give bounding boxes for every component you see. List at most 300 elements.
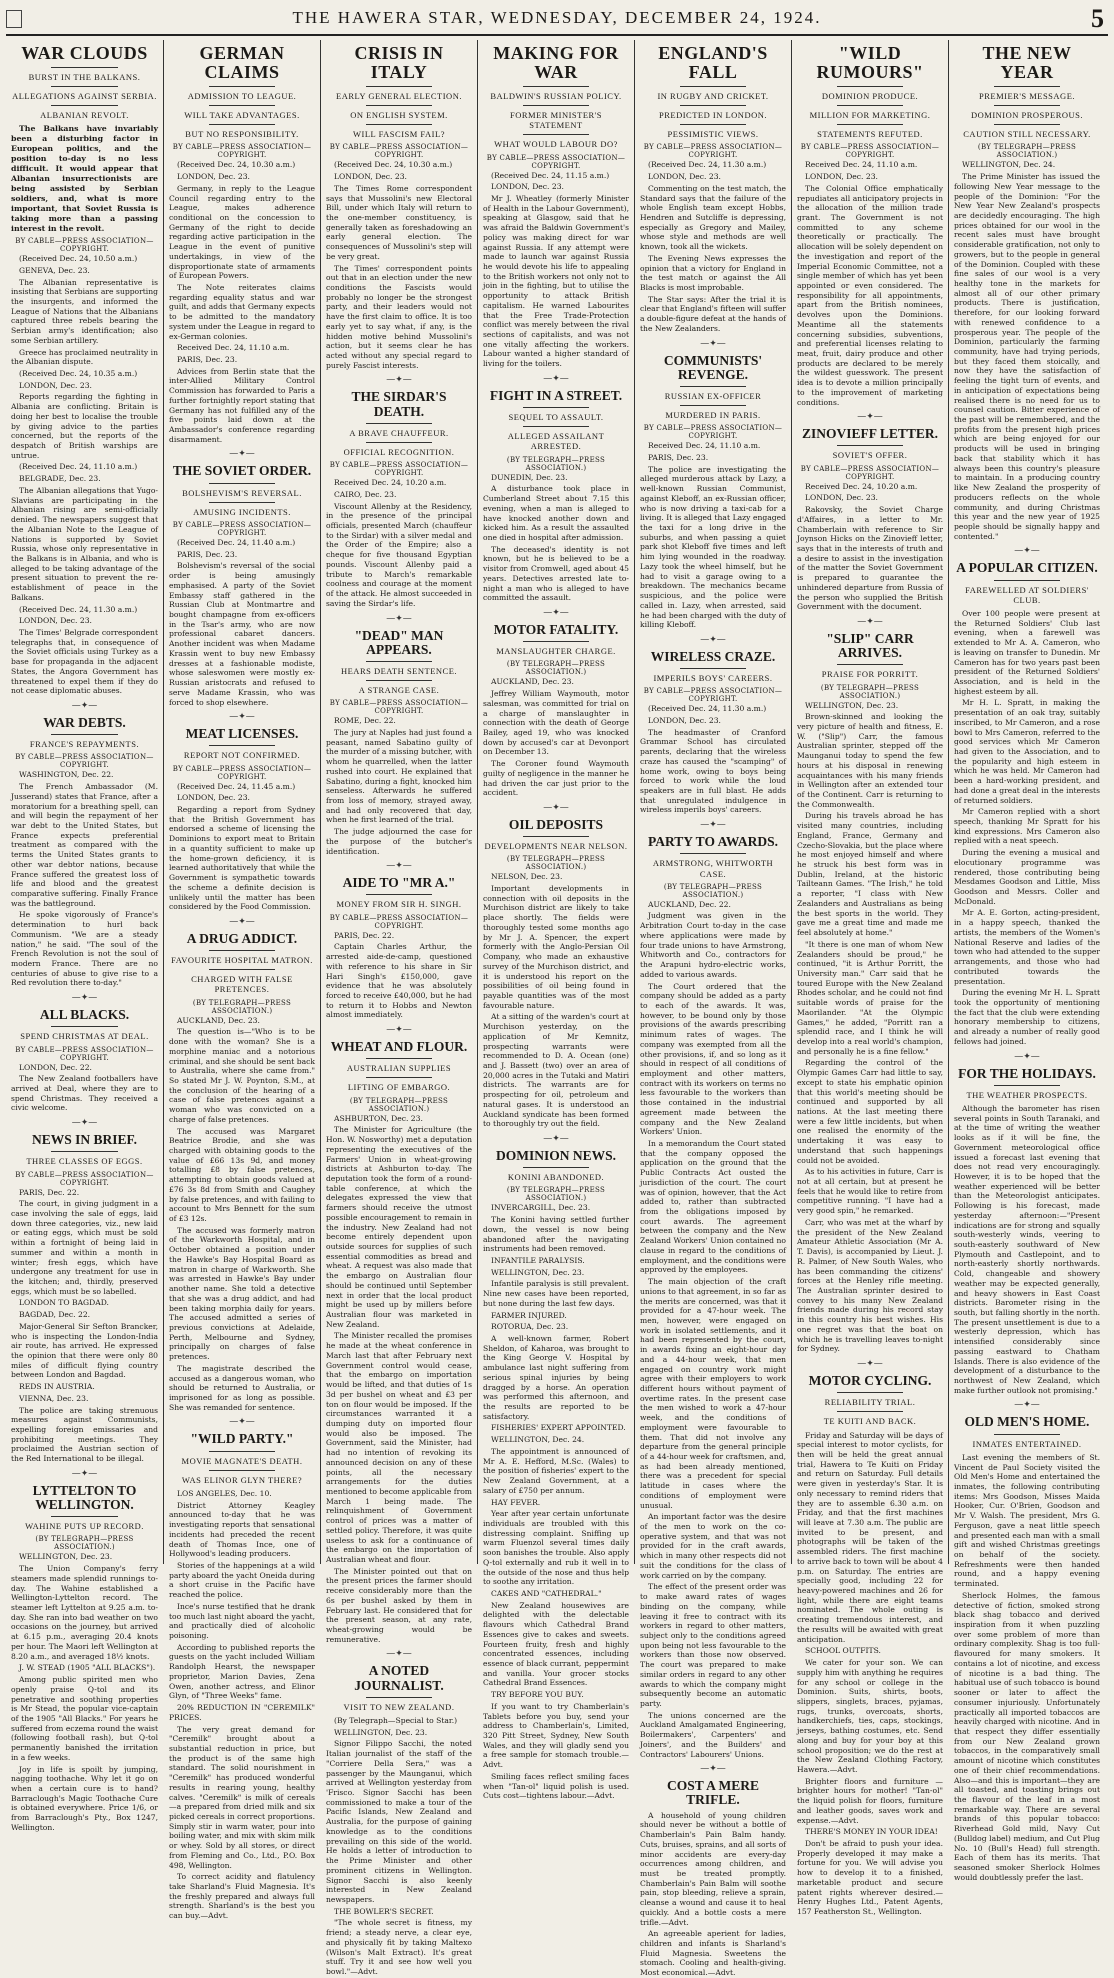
paragraph: LONDON, Dec. 23. [805, 172, 878, 182]
deck-rule [523, 407, 589, 408]
separator-ornament-icon: —✦— [543, 607, 569, 618]
subheadline: LIFTING OF EMBARGO. [347, 1082, 451, 1093]
article-body [326, 478, 472, 608]
paragraph: Signor Filippo Sacchi, the noted Italian journalist of the staff of the "Corriere Della Sera," was a passenger by the Maunganui, which arrived at Wellington yesterday from 'Frisco. Signor Sacchi has been commissioned to make a tour of the Pacific Islands, New Zealand and Australia, for the purpose of gaining knowledge as to the conditions prevailing on this side of the world. He holds a letter of introduction to the Prime Minister and other prominent citizens in Wellington. Signor Sacchi is also keenly interested in New Zealand newspapers. [326, 1739, 472, 1904]
article-body [797, 701, 943, 1354]
paragraph: (Received Dec. 24, 11.10 a.m.) [19, 462, 138, 472]
paragraph: LONDON, Dec. 23. [177, 172, 250, 182]
article-body [483, 1203, 629, 1801]
paragraph: NELSON, Dec. 23. [491, 872, 563, 882]
article-body [326, 1716, 472, 1977]
deck-rule [837, 124, 903, 125]
subheadline: SPEND CHRISTMAS AT DEAL. [20, 1031, 149, 1042]
subheadline: SEQUEL TO ASSAULT. [508, 412, 604, 423]
paragraph: Received Dec. 24, 11.10 a.m. [648, 441, 761, 451]
paragraph: The main objection of the craft unions to that agreement, in so far as the merits are concerned, was that it provided for a 47-hour week. The men, however, were engaged on work in isolated settlements, and it had been represented by the court, in awards fixing an eight-hour day and a 44-hour week, that men engaged on country work might agree with their employers to work different hours without payment of overtime rates. In the present case the men wished to work a 47-hour week, and the conditions of employment were favourable to them. That did not involve any departure from the general principle of a 44-hour week for craftsmen, and, as had been already mentioned, there was a precedent for special latitude in cases where the conditions of employment were unusual. [640, 1277, 786, 1510]
subheadline: WAHINE PUTS UP RECORD. [25, 1521, 144, 1532]
paragraph: PARIS, Dec. 23. [648, 453, 709, 462]
article [954, 1053, 1100, 1396]
paragraph: AUCKLAND, Dec. 23. [491, 677, 574, 687]
article [640, 44, 786, 334]
paragraph: (Received Dec. 24, 11.45 a.m.) [177, 781, 296, 791]
dateline: (BY TELEGRAPH—PRESS ASSOCIATION.) [506, 855, 606, 872]
paragraph: We cater for your son. We can supply him with anything he requires for any school or college in the Dominion. Suits, shirts, boots, slippers, singlets, braces, pyjamas, rugs, trunks, overcoats, shorts, handkerchiefs, ties, caps, stockings, jerseys, bathing costumes, etc. Send along and buy for your boy at this school proposition; we do the rest at the New Zealand Clothing Factory, Hawera.—Advt. [797, 1658, 943, 1774]
subheadline: ON ENGLISH SYSTEM. [350, 109, 448, 120]
paragraph: (By Telegraph—Special to Star.) [334, 1716, 458, 1725]
paragraph: According to published reports the guests on the yacht included William Randolph Hearst, the newspaper proprietor, Marion Davies, Zena Owen, another actress, and Elinor Glyn, of "Three Weeks" fame. [169, 1642, 315, 1701]
column-4 [477, 40, 634, 1801]
article [326, 862, 472, 1020]
paragraph: A well-known farmer, Robert Sheldon, of Kaharoa, was brought to the King George V. Hospital by ambulance last night suffering from serious spinal injuries by being dragged by a horse. An operation was performed this afternoon, and the results are reported to be satisfactory. [483, 1334, 629, 1421]
article-body [797, 482, 943, 612]
headline: "SLIP" CARR ARRIVES. [826, 631, 914, 661]
paragraph: LONDON, Dec. 22. [19, 1062, 92, 1072]
paragraph: (Received Dec. 24, 11.40 a.m.) [177, 538, 296, 548]
paragraph: An important factor was the desire of the men to work on the co-operative system, and that was not provided for in the craft awards, which in many other respects did not suit the conditions for the class of work carried on by the company. [640, 1512, 786, 1580]
article-body [797, 1431, 943, 1917]
masthead [6, 4, 1108, 36]
headline: MEAT LICENSES. [185, 726, 299, 742]
headline: MAKING FOR WAR [493, 43, 619, 82]
paragraph: INFANTILE PARALYSIS. [491, 1255, 585, 1265]
paragraph: To correct acidity and flatulency take Sharland's Fluid Magnesia. It's the freshly prepared and always full strength. Sharland's is the best you can buy.—Advt. [169, 1872, 315, 1921]
column-7 [948, 40, 1105, 1882]
article-body [326, 716, 472, 856]
article [640, 340, 786, 630]
paragraph: The question is—"Who is to be done with the woman? She is a morphine maniac and a notorious criminal, and she should be sent back to Australia, where she came from." So stated Mr J. W. Poynton, S.M., at the conclusion of the hearing of a case of false pretences against a woman who was convicted on a charge of false pretences. [169, 1027, 315, 1124]
paragraph: TRY BEFORE YOU BUY. [491, 1690, 584, 1700]
article [797, 44, 943, 407]
paragraph: LOS ANGELES, Dec. 10. [177, 1488, 272, 1498]
newspaper-columns [6, 40, 1108, 1978]
dateline: BY CABLE—PRESS ASSOCIATION—COPYRIGHT. [15, 1045, 154, 1062]
paragraph: WELLINGTON, Dec. 23. [805, 700, 899, 710]
subheadline: DOMINION PRODUCE. [821, 90, 919, 101]
page-number: 5 [1091, 4, 1104, 33]
separator-ornament-icon: —✦— [543, 373, 569, 384]
paragraph: The effect of the present order was to make award rates of wages binding on the company, while leaving it free to contract with its workers in regard to other matters, subject only to the conditions agreed upon being not less favourable to the workers than those now observed. The court was prepared to make similar orders in regard to any other awards to which the company might subsequently become an automatic party. [640, 1582, 786, 1708]
paragraph: He spoke vigorously of France's determination to hurl back Communism. "We are a steady nation," he said. "The soul of the French Revolution is not the soul of modern France. There are no centuries of abuse to give rise to a Red revolution there to-day." [11, 910, 158, 988]
deck-rule [837, 1411, 903, 1412]
deck-rule [51, 86, 117, 87]
deck-rule [366, 1077, 432, 1078]
subheadline: FRANCE'S REPAYMENTS. [29, 739, 140, 750]
paragraph: Viscount Allenby at the Residency, in the presence of the principal officials, presented March (chauffeur to the Sirdar) with a silver medal and the Order of the Empire; also a cheque for five thousand Egyptian pounds. Viscount Allenby paid a tribute to March's remarkable coolness and courage at the moment of the attack. He almost succeeded in saving the Sirdar's life. [326, 501, 472, 608]
paragraph: (Received Dec. 24, 10.35 a.m.) [19, 369, 138, 379]
subheadline: ALLEGATIONS AGAINST SERBIA. [12, 91, 157, 102]
dateline: BY CABLE—PRESS ASSOCIATION—COPYRIGHT. [172, 143, 312, 160]
subheadline: MANSLAUGHTER CHARGE. [496, 646, 616, 657]
deck-rule [994, 105, 1060, 106]
deck-rule [51, 67, 117, 68]
headline: DOMINION NEWS. [495, 1148, 616, 1164]
deck-rule [366, 680, 432, 681]
paragraph: Although the barometer has risen several points in South Taranaki, and at the time of writing the weather looks as if it will be fine, the Government meteorological office issued a forecast last evening that does not read very encouragingly. However, it is to be hoped that the weather experienced will be better than the Meteorologist anticipates. Following is his forecast, made yesterday afternoon:—"Present indications are for strong and squally south-westerly winds, veering to south-easterly southward of New Plymouth and Castlepoint, and to north-easterly shortly northwards. Cold, changeable and showery weather may be expected generally, and heavy showers in East Coast districts. Barometer rising in the south, but falling shortly in the north. The present unsettlement is due to a westerly depression, which has intensified considerably since passing eastward to Chatham Islands. There is also evidence of the development of a disturbance to the northwest of New Zealand, which make further outlook not promising." [954, 1103, 1100, 1395]
paragraph: (Received Dec. 24, 11.30 a.m.) [648, 704, 767, 714]
paragraph: An agreeable aperient for ladies, children and infants is Sharland's Fluid Magnesia. Sweetens the stomach. Cooling and health-giving. Most economical.—Advt. [640, 1929, 786, 1978]
dateline: (BY TELEGRAPH—PRESS ASSOCIATION.) [35, 1535, 134, 1552]
deck-rule [994, 124, 1060, 125]
paragraph: INVERCARGILL, Dec. 23. [491, 1203, 591, 1213]
paragraph: The appointment is announced of Mr A. E. Hefford, M.Sc. (Wales) to the position of fisheries' expert to the New Zealand Government, at a salary of £750 per annum. [483, 1446, 629, 1495]
separator-ornament-icon: —✦— [71, 701, 98, 712]
subheadline: IN RUGBY AND CRICKET. [657, 90, 769, 101]
article [169, 44, 315, 444]
subheadline: HEARS DEATH SENTENCE. [340, 665, 458, 676]
paragraph: Mr H. L. Spratt, in making the presentation of an oak tray, suitably inscribed, to Mr Cameron, and a rose bowl to Mrs Cameron, referred to the good services which Mr Cameron had given to the Association, and to the popularity and high esteem in which he was held. Mr Cameron had been a hard-working president, and had done a great deal in the interests of returned soldiers. [954, 698, 1100, 805]
headline: "DEAD" MAN APPEARS. [354, 627, 444, 657]
dateline: (BY TELEGRAPH—PRESS ASSOCIATION.) [349, 1096, 449, 1113]
paragraph: The court, in giving judgment in a case involving the sale of eggs, laid down three categories, viz., new laid or eating eggs, which must be sold within a fortnight of being laid in summer and within a month in winter; fresh eggs, which have undergone any treatment for use in the kitchen; and, thirdly, preserved eggs, which must be so labelled. [11, 1199, 158, 1296]
deck-rule [366, 124, 432, 125]
paragraph: A household of young children should never be without a bottle of Chamberlain's Pain Balm handy. Cuts, bruises, sprains, and all sorts of minor accidents are every-day occurrences among children, and must be treated promptly. Chamberlain's Pain Balm will soothe pain, stop bleeding, relieve a sprain, cleanse a wound and cause it to heal quickly. And a bottle costs a mere trifle.—Advt. [640, 1810, 786, 1927]
separator-ornament-icon: —✦— [71, 993, 98, 1004]
paragraph: Received Dec. 24, 10.20 a.m. [334, 478, 447, 488]
paragraph: GENEVA, Dec. 23. [19, 265, 90, 275]
subheadline: CHARGED WITH FALSE PRETENCES. [191, 974, 293, 995]
paragraph: Infantile paralysis is still prevalent. Nine new cases have been reported, but none during the last few days. [483, 1279, 629, 1308]
paragraph: The Star says: After the trial it is clear that England's fifteen will suffer a double-figure defeat at the hands of the New Zealanders. [640, 294, 786, 333]
article-body [11, 254, 158, 696]
headline: FIGHT IN A STREET. [489, 387, 623, 403]
deck-rule [523, 1167, 589, 1168]
deck-rule [51, 734, 117, 735]
headline: A POPULAR CITIZEN. [956, 560, 1098, 576]
headline: ENGLAND'S FALL [658, 43, 768, 82]
deck-rule [994, 1085, 1060, 1086]
deck-rule [680, 668, 746, 669]
dateline: (BY TELEGRAPH—PRESS ASSOCIATION.) [663, 882, 763, 899]
dateline: BY CABLE—PRESS ASSOCIATION—COPYRIGHT. [643, 424, 783, 441]
subheadline: THREE CLASSES OF EGGS. [26, 1156, 143, 1167]
paragraph: The New Zealand footballers have arrived at Deal, where they are to spend Christmas. They received a civic welcome. [11, 1074, 158, 1113]
deck-rule [209, 502, 275, 503]
paragraph: Last evening the members of St. Vincent de Paul Society visited the Old Men's Home and entertained the inmates, the following contributing items: Mrs Goodson, Misses Maida Hooker, Cur. O'Brien, Goodson and Mr V. Walsh. The president, Mrs G. Ferguson, gave a neat little speech and presented each man with a small gift and wished Christmas greetings on behalf of the society. Refreshments were then handed round, and a happy evening terminated. [954, 1452, 1100, 1589]
deck-rule [366, 442, 432, 443]
paragraph: ASHBURTON, Dec. 23. [334, 1113, 423, 1123]
paragraph: BELGRADE, Dec. 23. [19, 474, 101, 484]
deck-rule [994, 1434, 1060, 1435]
article [483, 44, 629, 369]
subheadline: INMATES ENTERTAINED. [972, 1438, 1082, 1449]
dateline: (BY TELEGRAPH—PRESS ASSOCIATION.) [506, 660, 606, 677]
subheadline: FORMER MINISTER'S STATEMENT [510, 109, 602, 131]
deck-rule [680, 405, 746, 406]
subheadline: ALBANIAN REVOLT. [40, 110, 129, 121]
article [11, 1119, 158, 1464]
paragraph: The Albanian representative is insisting that Serbians are supporting the insurgents, and informed the League of Nations that the Albanians captured three rebels bearing the Serbian army's identification; also some Serbian artillery. [11, 277, 158, 345]
subheadline: WILL FASCISM FAIL? [353, 129, 445, 140]
article [954, 1401, 1100, 1882]
article-body [169, 160, 315, 444]
article [483, 1135, 629, 1801]
paragraph: The headmaster of Cranford Grammar School has circulated parents, declaring that the wireless craze has caused the "scamping" of home work, owing to boys being forced to work while the loud speakers are in full blast. He adds that unregulated indulgence in wireless imperils boys' careers. [640, 727, 786, 815]
paragraph: LONDON, Dec. 23. [648, 172, 721, 182]
separator-ornament-icon: —✦— [857, 412, 883, 423]
dateline: BY CABLE—PRESS ASSOCIATION—COPYRIGHT. [486, 153, 626, 170]
separator-ornament-icon: —✦— [700, 338, 726, 349]
paragraph: The deceased's identity is not known, but he is believed to be a visitor from Cromwell, aged about 45 years. Detectives arrested late to-night a man who is alleged to have committed the assault. [483, 544, 629, 603]
article [11, 44, 158, 696]
separator-ornament-icon: —✦— [229, 449, 255, 460]
paragraph: THE BOWLER'S SECRET. [334, 1906, 434, 1916]
paragraph: The French Ambassador (M. Jusserand) states that France, after a moratorium for a breathing spell, can and will begin the repayment of her war debt to the United States, but France expects preferential treatment as compared with the terms the United States grants to other war debtor nations, because France suffered the greatest loss of life and blood and the greatest comparative suffering. Finally France was the battleground. [11, 782, 158, 908]
paragraph: The police are taking strenuous measures against Communists, expelling foreign emissaries and prohibiting meetings. They proclaimed the Austrian section of the Red International to be illegal. [11, 1405, 158, 1464]
paragraph: BAGDAD, Dec. 22. [19, 1310, 91, 1320]
article-body [11, 1063, 158, 1114]
dateline: BY CABLE—PRESS ASSOCIATION—COPYRIGHT. [800, 143, 940, 160]
subheadline: OFFICIAL RECOGNITION. [343, 446, 455, 457]
subheadline: BOLSHEVISM'S REVERSAL. [182, 487, 302, 498]
headline: ZINOVIEFF LETTER. [801, 426, 939, 442]
deck-rule [366, 105, 432, 106]
headline: COMMUNISTS' REVENGE. [663, 352, 763, 382]
dateline: BY CABLE—PRESS ASSOCIATION—COPYRIGHT. [172, 764, 312, 781]
separator-ornament-icon: —✦— [71, 1468, 98, 1479]
article [326, 44, 472, 370]
article [483, 375, 629, 603]
subheadline: SOVIET'S OFFER. [832, 450, 908, 461]
paragraph: The accused was Margaret Beatrice Brodie, and she was charged with obtaining goods to the value of £66 13s 9d, and money totalling £8 by false pretences, attempting to obtain goods valued at £76 3s 8d from Smith and Caughey by false pretences, and with failing to account to Mrs Bennett for the sum of £3 12s. [169, 1126, 315, 1224]
subheadline: PREDICTED IN LONDON. [659, 109, 767, 120]
separator-ornament-icon: —✦— [543, 1134, 569, 1145]
article [640, 1765, 786, 1978]
paragraph: During his travels abroad he has visited many countries, including England, France, Germany and Czecho-Slovakia, but the place where he most enjoyed himself and where he struck his best form was in Dublin, Ireland, at the historic Tailteann Games. "The Irish," he told a reporter, "I class with New Zealanders and Australians as being the best sports in the world. They gave me a great time and made me feel absolutely at home." [797, 811, 943, 938]
paragraph: Regarding a report from Sydney that the British Government has endorsed a scheme of licensing the Dominions to export meat to Britain in a quantity sufficient to make up the home-grown deficiency, it is learned authoritatively that while the Government is sympathetic towards the scheme a definite decision is unlikely until the matter has been considered by the Food Commission. [169, 805, 315, 912]
subheadline: PESSIMISTIC VIEWS. [667, 129, 759, 140]
headline: THE SIRDAR'S DEATH. [351, 389, 447, 419]
paragraph: LONDON, Dec. 23. [177, 793, 250, 803]
subheadline: KONINI ABANDONED. [507, 1172, 605, 1183]
paragraph: LONDON, Dec. 23. [19, 616, 92, 626]
paragraph: Carr, who was met at the wharf by the president of the New Zealand Amateur Athletic Association (Mr A. T. Davis), is accompanied by Lieut. J. R. Palmer, of New South Wales, who has been commanding the citizens' forces at the Henley rifle meeting. The Australian sprinter desired to convey to his many New Zealand friends made during his record stay in this country his best wishes. His one regret was that the boat on which he is travelling leaves to-night for Sydney. [797, 1217, 943, 1354]
paragraph: The accused was formerly matron of the Warkworth Hospital, and in October obtained a position under the Hawke's Bay Hospital Board as matron in charge of Warkworth. She was arrested in Hawke's Bay under another name. She told a detective that she was a drug addict, and had been taking morphia daily for years. The accused admitted a series of previous convictions at Adelaide, Perth, Melbourne and Sydney, principally on charges of false pretences. [169, 1225, 315, 1362]
article-body [483, 473, 629, 603]
separator-ornament-icon: —✦— [229, 1417, 255, 1428]
separator-ornament-icon: —✦— [1014, 1051, 1040, 1062]
headline: WHEAT AND FLOUR. [330, 1039, 468, 1055]
paragraph: The Colonial Office emphatically repudiates all anticipatory projects in the allocation of the million trade grant. The Government is not committed to any scheme theoretically or practically. The allocation will be solely dependent on the investigation and report of the Imperial Economic Committee, not a single member of which has yet been appointed or even considered. The responsibility for all appointments, apart from the British nominees, devolves upon the Dominions. Meantime all the statements concerning subsidies, subventions, and preferential licenses relating to meat, fruit, dairy produce and other products are declared to be merely the wildest guesswork. The present idea is to devote a million principally to the improvement of marketing conditions. [797, 183, 943, 407]
subheadline: ALLEGED ASSAILANT ARRESTED. [507, 431, 605, 452]
paragraph: Stories of the happenings at a wild party aboard the yacht Oneida during a short cruise in the Pacific have reached the police. [169, 1561, 315, 1600]
paragraph: LONDON, Dec. 23. [491, 182, 564, 192]
masthead-title: THE HAWERA STAR, WEDNESDAY, DECEMBER 24, 1924. [292, 8, 822, 27]
subheadline: DEVELOPMENTS NEAR NELSON. [484, 841, 628, 852]
deck-rule [680, 386, 746, 387]
article-body [326, 1114, 472, 1645]
subheadline: THE WEATHER PROSPECTS. [966, 1089, 1088, 1100]
subheadline: BALDWIN'S RUSSIAN POLICY. [490, 90, 622, 101]
paragraph: (Received Dec. 24, 11.30 a.m.) [19, 604, 138, 614]
dateline: (BY TELEGRAPH—PRESS ASSOCIATION.) [506, 1186, 606, 1203]
paragraph: The Coroner found Waymouth guilty of negligence in the manner he had driven the car just prior to the accident. [483, 759, 629, 798]
dateline: BY CABLE—PRESS ASSOCIATION—COPYRIGHT. [172, 521, 312, 538]
paragraph: WELLINGTON, Dec. 24. [491, 1435, 585, 1445]
headline: A NOTED JOURNALIST. [354, 1663, 444, 1693]
separator-ornament-icon: —✦— [857, 617, 883, 628]
column-2 [163, 40, 320, 1921]
paragraph: The Note reiterates claims regarding equality status and war guilt, and adds that Germany expects to be admitted to the mandatory system under the League in regard to ex-German colonies. [169, 282, 315, 341]
paragraph: LONDON, Dec. 23. [19, 380, 92, 390]
article-body [11, 1552, 158, 1832]
deck-rule [523, 86, 589, 87]
article [326, 1650, 472, 1976]
paragraph: WELLINGTON, Dec. 23. [19, 1552, 113, 1562]
paragraph: Jeffrey William Waymouth, motor salesman, was committed for trial on a charge of manslaughter in connection with the death of George Bailey, aged 19, who was knocked down by accused's car at Devonport on December 13. [483, 689, 629, 757]
paragraph: In a memorandum the Court stated that the company opposed the application on the ground that the Public Contracts Act ousted the jurisdiction of the court. The court was of opinion, however, that the Act added to, rather than subtracted from the obligations imposed by court awards. The agreement between the company and the New Zealand Workers' Union contained no clause in regard to the conditions of employment, and the conditions were approved by the employees. [640, 1139, 786, 1275]
subheadline: MOVIE MAGNATE'S DEATH. [181, 1455, 303, 1466]
lead-text: The Balkans have invariably been a disturbing factor in European politics, and the position to-day is no less difficult. It would appear that Albanian insurrectionists are being assisted by Serbian soldiers, and, what is more important, that Soviet Russia is taking more than a passing interest in the revolt. [11, 124, 158, 234]
paragraph: J. W. STEAD (1905 "ALL BLACKS"). [19, 1663, 156, 1673]
headline: CRISIS IN ITALY [354, 43, 444, 82]
deck-rule [209, 105, 275, 106]
separator-ornament-icon: —✦— [386, 1649, 412, 1660]
headline: WIRELESS CRAZE. [650, 648, 776, 664]
deck-rule [366, 1697, 432, 1698]
headline: ALL BLACKS. [39, 1007, 130, 1023]
separator-ornament-icon: —✦— [1014, 1400, 1040, 1411]
paragraph: Commenting on the test match, the Standard says that the failure of the whole English team except Hobbs, Hendren and Sutcliffe is depressing, especially as Gregory and Mailey, whose style and methods are well known, took all the wickets. [640, 183, 786, 252]
paragraph: District Attorney Keagley announced to-day that he was investigating reports that sensational incidents had preceded the recent death of Thomas Ince, one of Hollywood's leading producers. [169, 1500, 315, 1559]
dateline: BY CABLE—PRESS ASSOCIATION—COPYRIGHT. [15, 1170, 154, 1187]
paragraph: Received Dec. 24, 11.10 a.m. [805, 160, 918, 170]
paragraph: During the evening a musical and elocutionary programme was rendered, those contributing being Mesdames Goodson and Little, Miss Goodson and Messrs. Coller and McDonald. [954, 848, 1100, 906]
paragraph: Year after year certain unfortunate individuals are troubled with this distressing complaint. Sniffing up warm Fluenzol several times daily soon banishes the trouble. Also apply Q-tol externally and rub it well in to the outside of the nose and thus help to soothe any irritation. [483, 1509, 629, 1587]
subheadline: CAUTION STILL NECESSARY. [963, 129, 1091, 140]
deck-rule [680, 124, 746, 125]
article-body [640, 704, 786, 815]
paragraph: New Zealand housewives are delighted with the delectable flavours which Cathedral Brand Essences give to cakes and sweets. Fourteen fruity, fresh and highly concentrated essences, including essence of black currant, peppermint and vanilla. Your grocer stocks Cathedral Brand Essences. [483, 1600, 629, 1688]
article [797, 1360, 943, 1917]
article [169, 450, 315, 707]
paragraph: The Albanian allegations that Yugo-Slavians are participating in the Albanian rising are semi-officially denied. The newspapers suggest that the Albanian Note to the League of Nations is supported by Soviet Russia, whose only representative in the Balkans is in Albania, and who is alleged to be taking advantage of the present situation to prevent the re-establishment of peace in the Balkans. [11, 485, 158, 602]
paragraph: (Received Dec. 24, 10.50 a.m.) [19, 254, 138, 264]
article-body [640, 900, 786, 1760]
headline: NEWS IN BRIEF. [32, 1132, 137, 1148]
paragraph: Judgment was given in the Arbitration Court to-day in the case where applications were made by four trade unions to have Armstrong, Whitworth and Co., contractors for the Arapuni hydro-electric works, added to various awards. [640, 911, 786, 979]
paragraph: Major-General Sir Sefton Brancker, who is inspecting the London-India air route, has arrived. He expressed the opinion that there were only 80 miles of difficult flying country between London and Bagdad. [11, 1321, 158, 1380]
deck-rule [51, 105, 117, 106]
article [326, 615, 472, 857]
headline: WAR DEBTS. [43, 715, 126, 731]
separator-ornament-icon: —✦— [386, 375, 412, 386]
paragraph: PARIS, Dec. 22. [334, 930, 395, 940]
paragraph: Brighter floors and furniture — brighter hours for mother! "Tan-ol" the liquid polish for floors, furniture and leather goods, saves work and expense.—Advt. [797, 1776, 943, 1825]
headline: MOTOR FATALITY. [493, 621, 619, 637]
dateline: BY CABLE—PRESS ASSOCIATION—COPYRIGHT. [643, 687, 783, 704]
article [483, 609, 629, 798]
deck-rule [994, 86, 1060, 87]
paragraph: Received Dec. 24, 11.10 a.m. [177, 343, 290, 353]
article-body [169, 782, 315, 912]
article [169, 918, 315, 1412]
paragraph: (Received Dec. 24, 11.15 a.m.) [491, 170, 610, 180]
paragraph: 20% REDUCTION IN "CEREMILK" PRICES. [169, 1703, 315, 1722]
article [954, 547, 1100, 1046]
headline: FOR THE HOLIDAYS. [958, 1065, 1096, 1081]
headline: WAR CLOUDS [21, 43, 148, 63]
column-3 [320, 40, 477, 1976]
paragraph: FISHERIES' EXPERT APPOINTED. [491, 1423, 626, 1433]
article [640, 821, 786, 1759]
paragraph: Sherlock Holmes, the famous detective of fiction, smoked strong black shag tobacco and derived inspiration from it when puzzling over some problem of more than ordinary complexity. Shag is too full-flavoured for many smokers. It contains a lot of nicotine, and excess of nicotine is a bad thing. The habitual use of such tobacco is bound sooner or later to affect the consumer injuriously. Unfortunately practically all imported tobaccos are heavily charged with nicotine. And in that respect they differ essentially from our New Zealand grown tobaccos, in the comparatively small amount of nicotine which constitutes one of their chief recommendations. Also—and this is important—they are all toasted, and toasting brings out the flavour of the leaf in a most remarkable way. There are several brands of this popular tobacco: Riverhead Gold mild, Navy Cut (Bulldog label) medium, and Cut Plug No. 10 (Bull's Head) full strength. Each of them has its merits. That seasoned smoker Sherlock Holmes would doubtlessly prefer the last. [954, 1590, 1100, 1882]
deck-rule [209, 124, 275, 125]
paragraph: Regarding the control of the Olympic Games Carr had little to say, except to state his emphatic opinion that this world's meeting should be continued and supported by all nations. At the last meeting there were a few little incidents, but when one realised the enormity of the undertaking it was easy to understand that such happenings could not be avoided. [797, 1058, 943, 1165]
deck-rule [680, 105, 746, 106]
subheadline: A BRAVE CHAUFFEUR. [349, 427, 449, 438]
paragraph: The judge adjourned the case for the purpose of the butcher's identification. [326, 827, 472, 856]
subheadline: MONEY FROM SIR H. SINGH. [336, 899, 462, 910]
headline: GERMAN CLAIMS [199, 43, 285, 82]
lead-paragraph [11, 124, 158, 234]
separator-ornament-icon: —✦— [71, 1118, 98, 1129]
article [326, 1026, 472, 1644]
paragraph: Bolshevism's reversal of the social order is being amusingly emphasised. A party of the Soviet Embassy staff gathered in the Russian Club at Montmartre and bought champagne from ex-officers in the Tsar's army, who are now professional cabaret dancers. Another incident was when Madame Krassin went to buy new Embassy dresses at a fashionable modiste, whose saleswomen were mostly ex-Russian aristocrats and refused to serve Madame Krassin, who was forced to shop elsewhere. [169, 561, 315, 707]
deck-rule [51, 1151, 117, 1152]
paragraph: Ince's nurse testified that he drank too much last night aboard the yacht, and practically died of alcoholic poisoning. [169, 1601, 315, 1641]
paragraph: PARIS, Dec. 23. [177, 355, 238, 364]
subheadline: REPORT NOT CONFIRMED. [183, 750, 301, 761]
deck-rule [837, 105, 903, 106]
paragraph: WELLINGTON, Dec. 23. [334, 1727, 428, 1737]
paragraph: The magistrate described the accused as a dangerous woman, who should be returned to Australia, or imprisoned for as long as possible. She was remanded for sentence. [169, 1363, 315, 1412]
headline: A DRUG ADDICT. [186, 930, 298, 946]
dateline: BY CABLE—PRESS ASSOCIATION—COPYRIGHT. [15, 237, 154, 254]
paragraph: The Konini having settled further down, the vessel is now being abandoned after the navigating instruments had been removed. [483, 1215, 629, 1254]
paragraph: The very great demand for "Ceremilk" brought about a substantial reduction in price, but the product is of the same high standard. The solid nourishment in "Ceremilk" has produced wonderful results in rearing young, healthy calves. "Ceremilk" is milk of cereals—a prepared from dried milk and six picked cereals in correct proportions. Simply stir in warm water, pour into boiling water, and mix with skim milk or whey. Sold by all stores, or direct from Fleming and Co., Ltd., P.O. Box 498, Wellington. [169, 1724, 315, 1870]
paragraph: The Prime Minister has issued the following New Year message to the people of the Dominion: "For the New Year New Zealand's prospects are decidedly encouraging. The high prices obtained for our wool in the recent sales must have brought considerable gratification, not only to growers, but to the people in general of the Dominion. Coupled with these fine sales of our wool is a very healthy tone in the markets for almost all of our other primary products. There is justification, therefore, for our looking forward with renewed confidence to a prosperous year. The people of the Dominion, particularly the farming community, have had trying periods, but they faced them stoically, and now they have the satisfaction of feeling the tight turn of events, and in anticipation of expectations being realised there is no need for us to counsel caution. Bitter experience of the past will be remembered, and the profits from the present high prices which are being enjoyed for our products will be used in bringing back that stability which it has always been this country's pleasure to maintain. In a producing country like New Zealand the prosperity of producers reflects on the whole community, and during Christmas this year and the new year of 1925 people should be signally happy and contented." [954, 172, 1100, 541]
headline: COST A MERE TRIFLE. [666, 1778, 760, 1808]
paragraph: The Minister recalled the promises he made at the wheat conference in March last that after February next Government control would cease, that the embargo on importation would be lifted, and that duties of 1s 3d per bushel on wheat and £3 per ton on flour would be imposed. If the circumstances warranted it a dumping duty on imported flour would also be imposed. The Government, said the Minister, had had no intention of revoking its announced decision on any of these points, all the necessary arrangements for the duties mentioned to become applicable from March 1 being made. The relinquishment of Government control of prices was a matter of settled policy. Therefore, it was quite useless to ask for a continuance of the embargo on the importation of Australian wheat and flour. [326, 1331, 472, 1564]
paragraph: The Evening News expresses the opinion that a victory for England in the test match or against the All Blacks is most improbable. [640, 253, 786, 292]
separator-ornament-icon: —✦— [700, 820, 726, 831]
paragraph: Mr Cameron replied with a short speech, thanking Mr Spratt for his kind expressions. Mrs Cameron also replied with a neat speech. [954, 807, 1100, 846]
paragraph: The unions concerned are the Auckland Amalgamated Engineering, Boilermakers', Carpenters' and Joiners', and the Builders' and Contractors' Labourers' Unions. [640, 1710, 786, 1759]
paragraph: ROME, Dec. 22. [334, 716, 396, 726]
dateline: BY CABLE—PRESS ASSOCIATION—COPYRIGHT. [329, 461, 469, 478]
paragraph: A disturbance took place in Cumberland Street about 7.15 this evening, when a man is alleged to have knocked another down and kicked him. As a result the assaulted one died in hospital after admission. [483, 484, 629, 542]
paragraph: The Times' correspondent points out that in an election under the new conditions the Fascists would probably no longer be the strongest party, and their leaders would not have the first claim to office. It is too early yet to say what, if any, is the hidden motive behind Mussolini's action, but it seems clear he has acted without any special regard to purely Fascist interests. [326, 263, 472, 370]
column-6 [791, 40, 948, 1917]
paragraph: Smiling faces reflect smiling faces when "Tan-ol" liquid polish is used. Cuts cost—tightens labour.—Advt. [483, 1771, 629, 1801]
paragraph: The Minister pointed out that on the present prices the farmer should receive considerably more than the 6s per bushel asked by them in February last. He considered that for the present season, at any rate, wheat-growing would be remunerative. [326, 1566, 472, 1644]
separator-ornament-icon: —✦— [229, 712, 255, 723]
paragraph: As to his activities in future, Carr is not at all certain, but at present he feels that he would like to retire from competitive running. "I have had a very good spin," he remarked. [797, 1167, 943, 1216]
column-1 [6, 40, 163, 1832]
paragraph: AUCKLAND, Dec. 22. [648, 899, 731, 909]
paragraph: Greece has proclaimed neutrality in the Albanian dispute. [11, 347, 158, 367]
dateline: BY CABLE—PRESS ASSOCIATION—COPYRIGHT. [15, 753, 154, 770]
deck-rule [837, 445, 903, 446]
paragraph: CAIRO, Dec. 23. [334, 489, 397, 499]
headline: OLD MEN'S HOME. [964, 1414, 1090, 1430]
headline: PARTY TO AWARDS. [648, 834, 778, 850]
article-body [483, 872, 629, 1129]
deck-rule [209, 1451, 275, 1452]
paragraph: Reports regarding the fighting in Albania are conflicting. Britain is doing her best to localise the trouble by giving advice to the parties concerned, but the reports of the despatch of British warships are untrue. [11, 392, 158, 460]
separator-ornament-icon: —✦— [700, 1764, 726, 1775]
deck-rule [837, 86, 903, 87]
subheadline: MURDERED IN PARIS. [665, 410, 761, 421]
paragraph: Mr J. Wheatley (formerly Minister of Health in the Labour Government), speaking at Glasgow, said that he was afraid the Baldwin Government's policy was making direct for war against Russia. If any attempt were made to launch war against Russia he would devote his life to appealing to the British workers not only not to join in the fighting, but to utilise the opportunity to attack British capitalism. He warned Labourites that the Free Trade-Protection conflict was merely between the rival sections of capitalists, and was not one vitally affecting the workers. Labour wanted a higher standard of living for the toilers. [483, 193, 629, 369]
deck-rule [523, 105, 589, 106]
deck-rule [523, 836, 589, 837]
subheadline: STATEMENTS REFUTED. [817, 129, 923, 140]
paragraph: THERE'S MONEY IN YOUR IDEA! [805, 1827, 938, 1837]
paragraph: WELLINGTON, Dec. 23. [491, 1267, 585, 1277]
article-body [11, 770, 158, 988]
paragraph: The jury at Naples had just found a peasant, named Sabatino guilty of the murder of a missing butcher, with whom he quarrelled, when the latter rushed into court. He explained that Sabatino, during a fight, knocked him senseless. Afterwards he suffered from loss of memory, strayed away, and had only recovered that day, when he first learned of the trial. [326, 727, 472, 825]
